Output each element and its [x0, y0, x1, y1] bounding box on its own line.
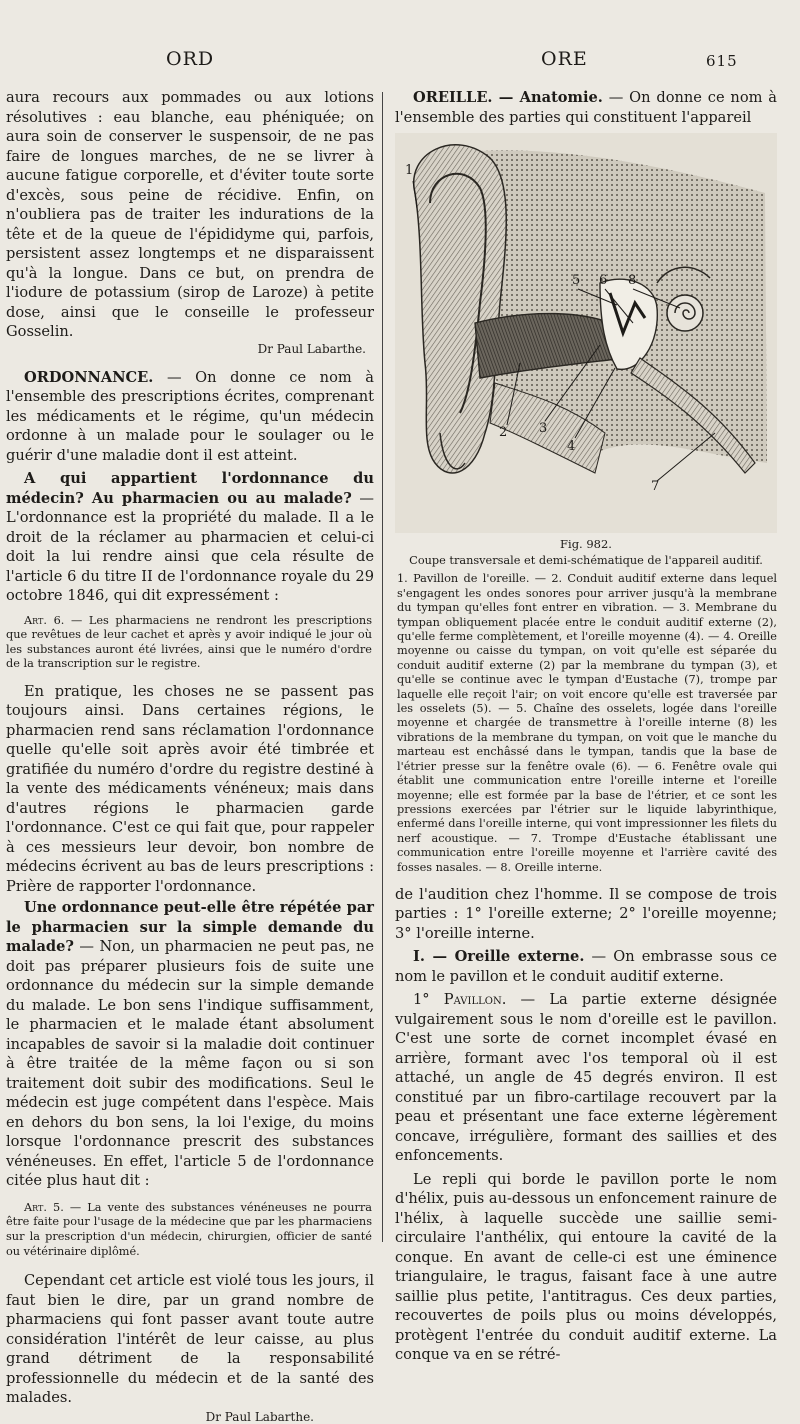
paragraph-cependant: Cependant cet article est violé tous les jours, il faut bien le dire, par un grand nombre de pharmaciens qui font passer avant toute autre considération l'intérêt de leur caisse, au plus grand détriment de la responsabilité professionnelle du médecin et de la santé des malades.	[6, 1272, 374, 1407]
paragraph-continuation: de l'audition chez l'homme. Il se compose de trois parties : 1° l'oreille externe; 2° l'oreille moyenne; 3° l'oreille interne.	[395, 885, 777, 942]
subheading-a-qui: A qui appartient l'ordonnance du médecin? Au pharmacien ou au malade?	[6, 470, 374, 507]
figure-label-1: 1	[405, 163, 414, 178]
paragraph-en-pratique: En pratique, les choses ne se passent pas toujours ainsi. Dans certaines régions, le pharmacien rend sans réclamation l'ordonnance quelle qu'elle soit après avoir été timbrée et gratifiée du numéro d'ordre du registre destiné à la vente des médicaments vénéneux; mais dans d'autres régions le pharmacien garde l'ordonnance. C'est ce qui fait que, pour rappeler à ces messieurs leur devoir, bon nombre de médecins écrivent au bas de leurs prescriptions : Prière de rapporter l'ordonnance.	[6, 682, 374, 895]
paragraph-ordonnance	[6, 368, 374, 466]
subsection-heading: 1° Pavillon.	[413, 991, 507, 1009]
column-divider	[382, 92, 383, 1242]
paragraph-text: — La partie externe désignée vulgairement sous le nom d'oreille est le pavillon. C'est une sorte de cornet incomplet évasé en arrière, formant avec l'os temporal où il est attaché, un angle de 45 degrés environ. Il est constitué par un fibro-cartilage recouvert par la peau et présentant une face externe légèrement concave, irrégulière, formant des saillies et des enfoncements.	[395, 991, 777, 1165]
paragraph-text: — On embrasse sous ce nom le pavillon et le conduit auditif externe.	[395, 948, 778, 985]
signature: Dr Paul Labarthe.	[205, 1409, 314, 1424]
paragraph-pavillon	[395, 990, 777, 1166]
figure-number: Fig. 982.	[560, 537, 612, 551]
quote-text: — La vente des substances vénéneuses ne pourra être faite pour l'usage de la médecine que par les pharmaciens sur la prescription d'un médecin, chirurgien, officier de santé ou vétérinaire diplômé.	[6, 1200, 373, 1258]
figure-label-2: 2	[499, 425, 508, 440]
paragraph-repetee	[6, 898, 374, 1191]
figure-legend: 1. Pavillon de l'oreille. — 2. Conduit auditif externe dans lequel s'engagent les ondes sonores pour arriver jusqu'à la membrane du tympan qu'elles font entrer en vibration. — 3. Membrane du tympan obliquement placée entre le conduit auditif externe (2), qu'elle ferme complètement, et l'oreille moyenne (4). — 4. Oreille moyenne ou caisse du tympan, on voit qu'elle est séparée du conduit auditif externe (2) par la membrane du tympan (3), et qu'elle se continue avec le tympan d'Eustache (7), trompe par laquelle elle reçoit l'air; on voit encore qu'elle est traversée par les osselets (5). — 5. Chaîne des osselets, logée dans l'oreille moyenne et chargée de transmettre à l'oreille interne (8) les vibrations de la membrane du tympan, on voit que le manche du marteau est enchâssé dans le tympan, tandis que la base de l'étrier presse sur la fenêtre ovale (6). — 6. Fenêtre ovale qui établit une communication entre l'oreille interne et l'oreille moyenne; elle est formée par la base de l'étrier, et ce sont les pressions exercées par l'étrier sur le liquide labyrinthique, enfermé dans l'oreille interne, qui vont impressionner les filets du nerf acoustique. — 7. Trompe d'Eustache établissant une communication entre l'oreille moyenne et l'arrière cavité des fosses nasales. — 8. Oreille interne.	[397, 572, 777, 874]
quote-art6	[6, 614, 372, 672]
paragraph-text: — On donne ce nom à l'ensemble des parties qui constituent l'appareil	[395, 89, 778, 126]
ear-cross-section-engraving	[395, 133, 777, 533]
subheading-repetee: Une ordonnance peut-elle être répétée par le pharmacien sur la simple demande du malade?	[6, 899, 374, 956]
page-number: 615	[706, 52, 738, 70]
paragraph-oreille-externe	[395, 947, 777, 986]
paragraph-text: — Non, un pharmacien ne peut pas, ne doit pas préparer plusieurs fois de suite une ordonnance du médecin sur la simple demande du malade. Le bon sens l'indique suffisamment, le pharmacien et le malade étant absolument incapables de savoir si la maladie doit continuer à être traitée de la même façon ou si son traitement doit subir des modifications. Seul le médecin est juge compétent dans l'espèce. Mais en dehors du bon sens, la loi l'exige, du moins lorsque l'ordonnance prescrit des substances vénéneuses. En effet, l'article 5 de l'ordonnance citée plus haut dit :	[6, 938, 374, 1190]
paragraph-oreille-intro	[395, 88, 777, 127]
figure-label-7: 7	[651, 479, 660, 494]
paragraph-a-qui	[6, 469, 374, 606]
section-heading: I. — Oreille externe.	[413, 948, 585, 966]
running-header-center: ORE	[541, 48, 588, 70]
paragraph-text: — On donne ce nom à l'ensemble des prescriptions écrites, comprenant les médicaments et le régime, qu'un médecin ordonne à un malade pour le soulager ou le guérir d'une maladie dont il est atteint.	[6, 368, 374, 464]
figure-label-4: 4	[567, 439, 576, 454]
heading-oreille: OREILLE. — Anatomie.	[413, 89, 603, 106]
paragraph-orchite-end: aura recours aux pommades ou aux lotions résolutives : eau blanche, eau phéniquée; on aura soin de conserver le suspensoir, de ne pas faire de longues marches, de ne se livrer à aucune fatigue corporelle, et d'éviter toute sorte d'excès, sous peine de récidive. Enfin, on n'oubliera pas de traiter les indurations de la tête et de la queue de l'épididyme qui, parfois, persistent assez longtemps et ne disparaissent qu'à la longue. Dans ce but, on prendra de l'iodure de potassium (sirop de Laroze) à petite dose, ainsi que le conseille le professeur Gosselin.	[6, 89, 374, 340]
quote-text: — Les pharmaciens ne rendront les prescriptions que revêtues de leur cachet et après y avoir indiqué le jour où les substances auront été livrées, ainsi que le numéro d'ordre de la transcription sur le registre.	[6, 613, 373, 671]
figure-title: Coupe transversale et demi-schématique de l'appareil auditif.	[409, 554, 763, 567]
figure-label-3: 3	[539, 421, 548, 436]
article-label: Art. 5.	[24, 1200, 64, 1214]
article-label: Art. 6.	[24, 613, 65, 627]
quote-art5	[6, 1201, 372, 1259]
ear-anatomy-figure	[395, 133, 777, 533]
signature: Dr Paul Labarthe.	[257, 341, 366, 356]
paragraph-helix: Le repli qui borde le pavillon porte le nom d'hélix, puis au-dessous un enfoncement rainure de l'hélix, à laquelle succède une saillie semi-circulaire l'anthélix, qui entoure la cavité de la conque. En avant de celle-ci est une éminence triangulaire, le tragus, faisant face à une autre saillie plus petite, l'antitragus. Ces deux parties, recouvertes de poils plus ou moins développés, protègent l'entrée du conduit auditif externe. La conque va en se rétré-	[395, 1170, 777, 1364]
running-header-left: ORD	[166, 48, 215, 70]
figure-label-6: 6	[599, 273, 608, 288]
heading-ordonnance: ORDONNANCE.	[24, 368, 154, 386]
left-column	[6, 88, 374, 1424]
paragraph-text: — L'ordonnance est la propriété du malade. Il a le droit de la réclamer au pharmacien et celui-ci doit la lui rendre ainsi que cela résulte de l'article 6 du titre II de l'ordonnance royale du 29 octobre 1846, qui dit expressément :	[6, 489, 374, 604]
right-column	[395, 88, 777, 1365]
figure-label-5: 5	[572, 273, 581, 288]
figure-label-8: 8	[628, 273, 637, 288]
